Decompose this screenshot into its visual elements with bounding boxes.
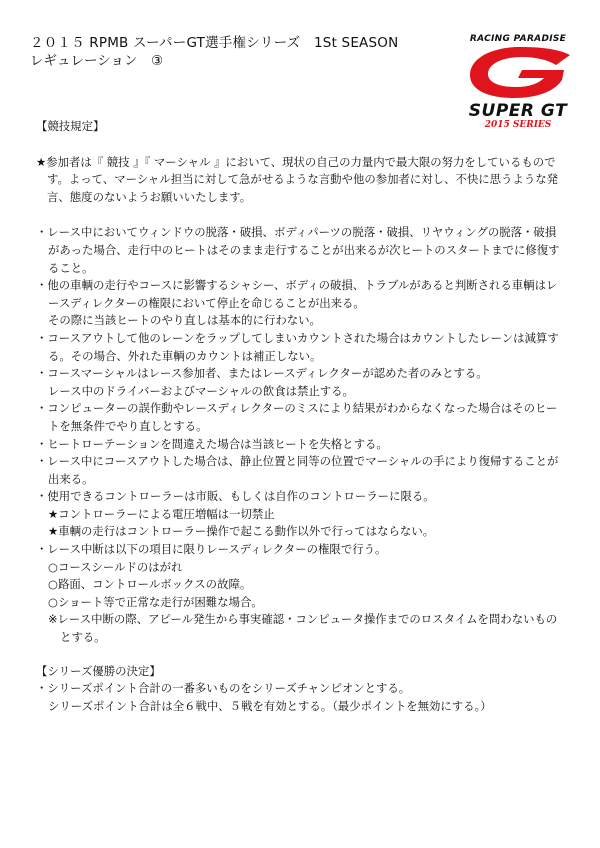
rules-content (36, 118, 566, 715)
logo-g-mark (470, 47, 570, 98)
rule-subline: レース中のドライバーおよびマーシャルの飲食は禁止する。 (48, 383, 354, 398)
rule-item: ・コースマーシャルはレース参加者、またはレースディレクターが認めた者のみとする。 (36, 366, 488, 381)
rule-subitem: ★コントローラーによる電圧増幅は一切禁止 (48, 506, 275, 521)
rule-subitem: ○コースシールドのはがれ (48, 559, 183, 574)
rule-subitem: ★車輌の走行はコントローラー操作で起こる動作以外で行ってはならない。 (48, 524, 435, 539)
logo-main-text: SUPER GT (468, 101, 568, 121)
series-heading: 【シリーズ優勝の決定】 (36, 663, 161, 678)
document-subtitle: レギュレーション ③ (30, 53, 164, 69)
rule-item: ・レース中断は以下の項目に限りレースディレクターの権限で行う。 (36, 542, 387, 557)
rule-item: ・他の車輌の走行やコースに影響するシャシー、ボディの破損、トラブルがあると判断される車輌はレースディレクターの権限において停止を命じることが出来る。 (36, 278, 558, 310)
logo-top-text: RACING PARADISE (469, 34, 567, 44)
rules-heading: 【競技規定】 (36, 119, 105, 133)
rule-subline: その際に当該ヒートのやり直しは基本的に行わない。 (48, 313, 321, 328)
intro-paragraph: ★参加者は『 競技 』『 マーシャル 』において、現状の自己の力量内で最大限の努力をしているものです。よって、マーシャル担当に対して急がせるような言動や他の参加者に対し、不快に思うような発言、態度のないようお願いいたします。 (36, 154, 558, 204)
super-gt-logo (458, 30, 578, 130)
rule-subitem: ○ショート等で正常な走行が困難な場合。 (48, 594, 263, 609)
rule-item: ・ヒートローテーションを間違えた場合は当該ヒートを失格とする。 (36, 436, 388, 451)
rule-subitem: ○路面、コントロールボックスの故障。 (48, 577, 252, 592)
series-item: ・シリーズポイント合計の一番多いものをシリーズチャンピオンとする。 (36, 681, 411, 696)
rule-item: ・使用できるコントローラーは市販、もしくは自作のコントローラーに限る。 (36, 489, 435, 504)
logo-sub-text: 2015 SERIES (484, 120, 552, 130)
rule-item: ・コースアウトして他のレーンをラップしてしまいカウントされた場合はカウントしたレーンは減算する。その場合、外れた車輌のカウントは補正しない。 (36, 330, 559, 363)
rule-note: ※レース中断の際、アピール発生から事実確認・コンピュータ操作までのロスタイムを問わないものとする。 (48, 612, 558, 645)
rule-item: ・レース中にコースアウトした場合は、静止位置と同等の位置でマーシャルの手により復帰することが出来る。 (36, 454, 559, 486)
series-subline: シリーズポイント合計は全６戦中、５戦を有効とする。（最少ポイントを無効にする。） (48, 698, 492, 713)
rule-item: ・コンピューターの誤作動やレースディレクターのミスにより結果がわからなくなった場合はそのヒートを無条件でやり直しとする。 (36, 401, 558, 433)
rule-item: ・レース中においてウィンドウの脱落・破損、ボディパーツの脱落・破損、リヤウィングの脱落・破損があった場合、走行中のヒートはそのまま走行することが出来るが次ヒートのスタートまでに修復すること。 (36, 225, 560, 275)
document-title: ２０１５ RPMB スーパーGT選手権シリーズ 1St SEASON (30, 35, 399, 51)
